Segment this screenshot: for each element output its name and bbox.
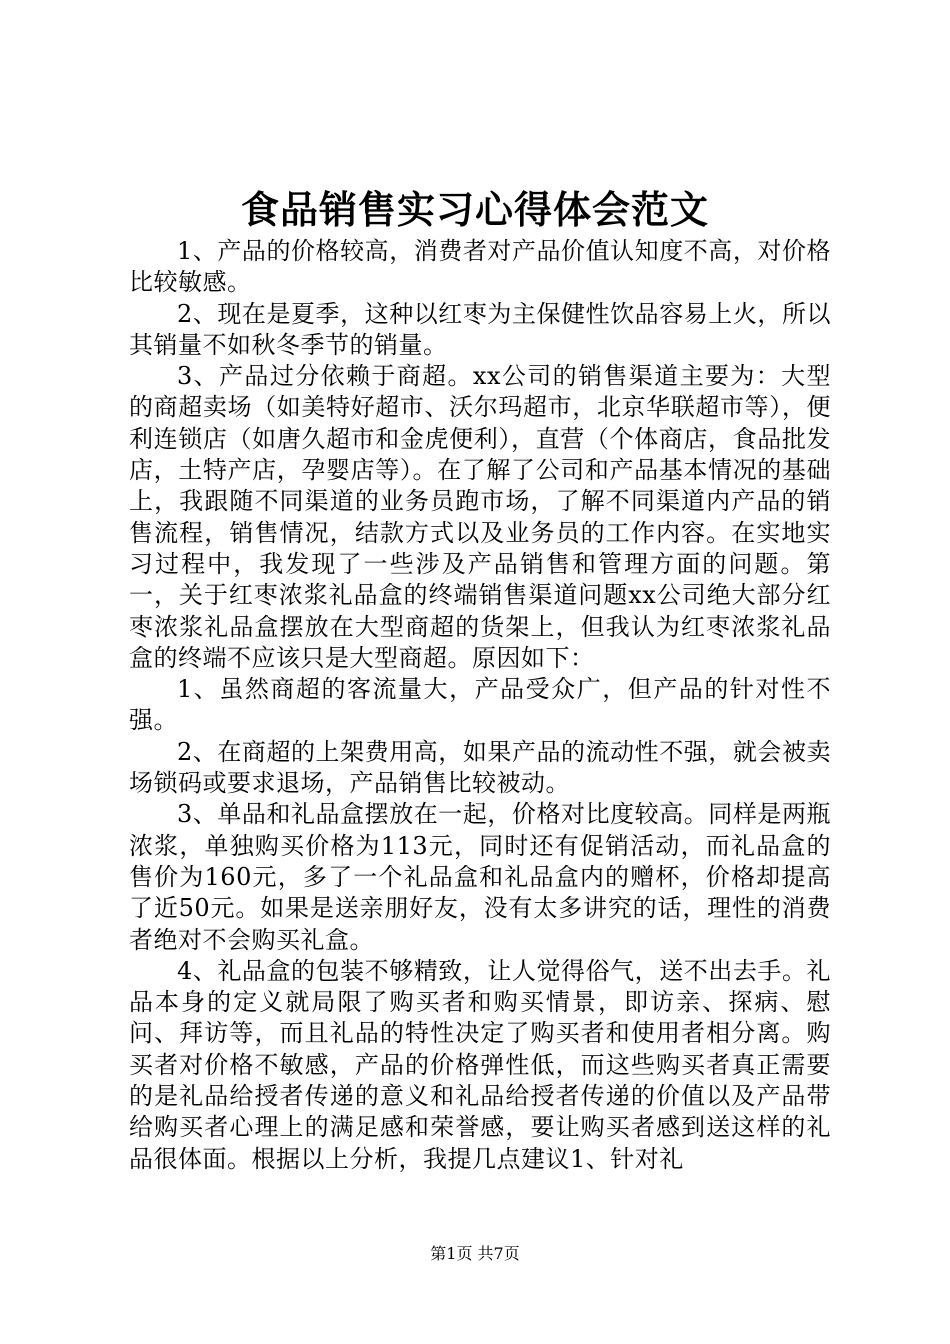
document-body (129, 236, 831, 1175)
paragraph-5: 2、在商超的上架费用高，如果产品的流动性不强，就会被卖场锁码或要求退场，产品销售比较被动。 (129, 737, 831, 798)
paragraph-2: 2、现在是夏季，这种以红枣为主保健性饮品容易上火，所以其销量不如秋冬季节的销量。 (129, 299, 831, 359)
paragraph-6: 3、单品和礼品盒摆放在一起，价格对比度较高。同样是两瓶浓浆，单独购买价格为113元，同时还有促销活动，而礼品盒的售价为160元，多了一个礼品盒和礼品盒内的赠杯，价格却提高了近50元。如果是送亲朋好友，没有太多讲究的话，理性的消费者绝对不会购买礼盒。 (129, 800, 831, 954)
paragraph-7: 4、礼品盒的包装不够精致，让人觉得俗气，送不出去手。礼品本身的定义就局限了购买者和购买情景，即访亲、探病、慰问、拜访等，而且礼品的特性决定了购买者和使用者相分离。购买者对价格不敏感，产品的价格弹性低，而这些购买者真正需要的是礼品给授者传递的意义和礼品给授者传递的价值以及产品带给购买者心理上的满足感和荣誉感，要让购买者感到送这样的礼品很体面。根据以上分析，我提几点建议1、针对礼 (129, 956, 831, 1173)
page-number-footer: 第1页 共7页 (430, 1244, 520, 1263)
paragraph-1: 1、产品的价格较高，消费者对产品价值认知度不高，对价格比较敏感。 (129, 237, 831, 297)
paragraph-3: 3、产品过分依赖于商超。xx公司的销售渠道主要为：大型的商超卖场（如美特好超市、沃尔玛超市，北京华联超市等），便利连锁店（如唐久超市和金虎便利），直营（个体商店，食品批发店，土特产店，孕婴店等）。在了解了公司和产品基本情况的基础上，我跟随不同渠道的业务员跑市场，了解不同渠道内产品的销售流程，销售情况，结款方式以及业务员的工作内容。在实地实习过程中，我发现了一些涉及产品销售和管理方面的问题。第一，关于红枣浓浆礼品盒的终端销售渠道问题xx公司绝大部分红枣浓浆礼品盒摆放在大型商超的货架上，但我认为红枣浓浆礼品盒的终端不应该只是大型商超。原因如下： (129, 362, 831, 672)
paragraph-4: 1、虽然商超的客流量大，产品受众广，但产品的针对性不强。 (129, 675, 831, 735)
document-title: 食品销售实习心得体会范文 (240, 187, 709, 232)
